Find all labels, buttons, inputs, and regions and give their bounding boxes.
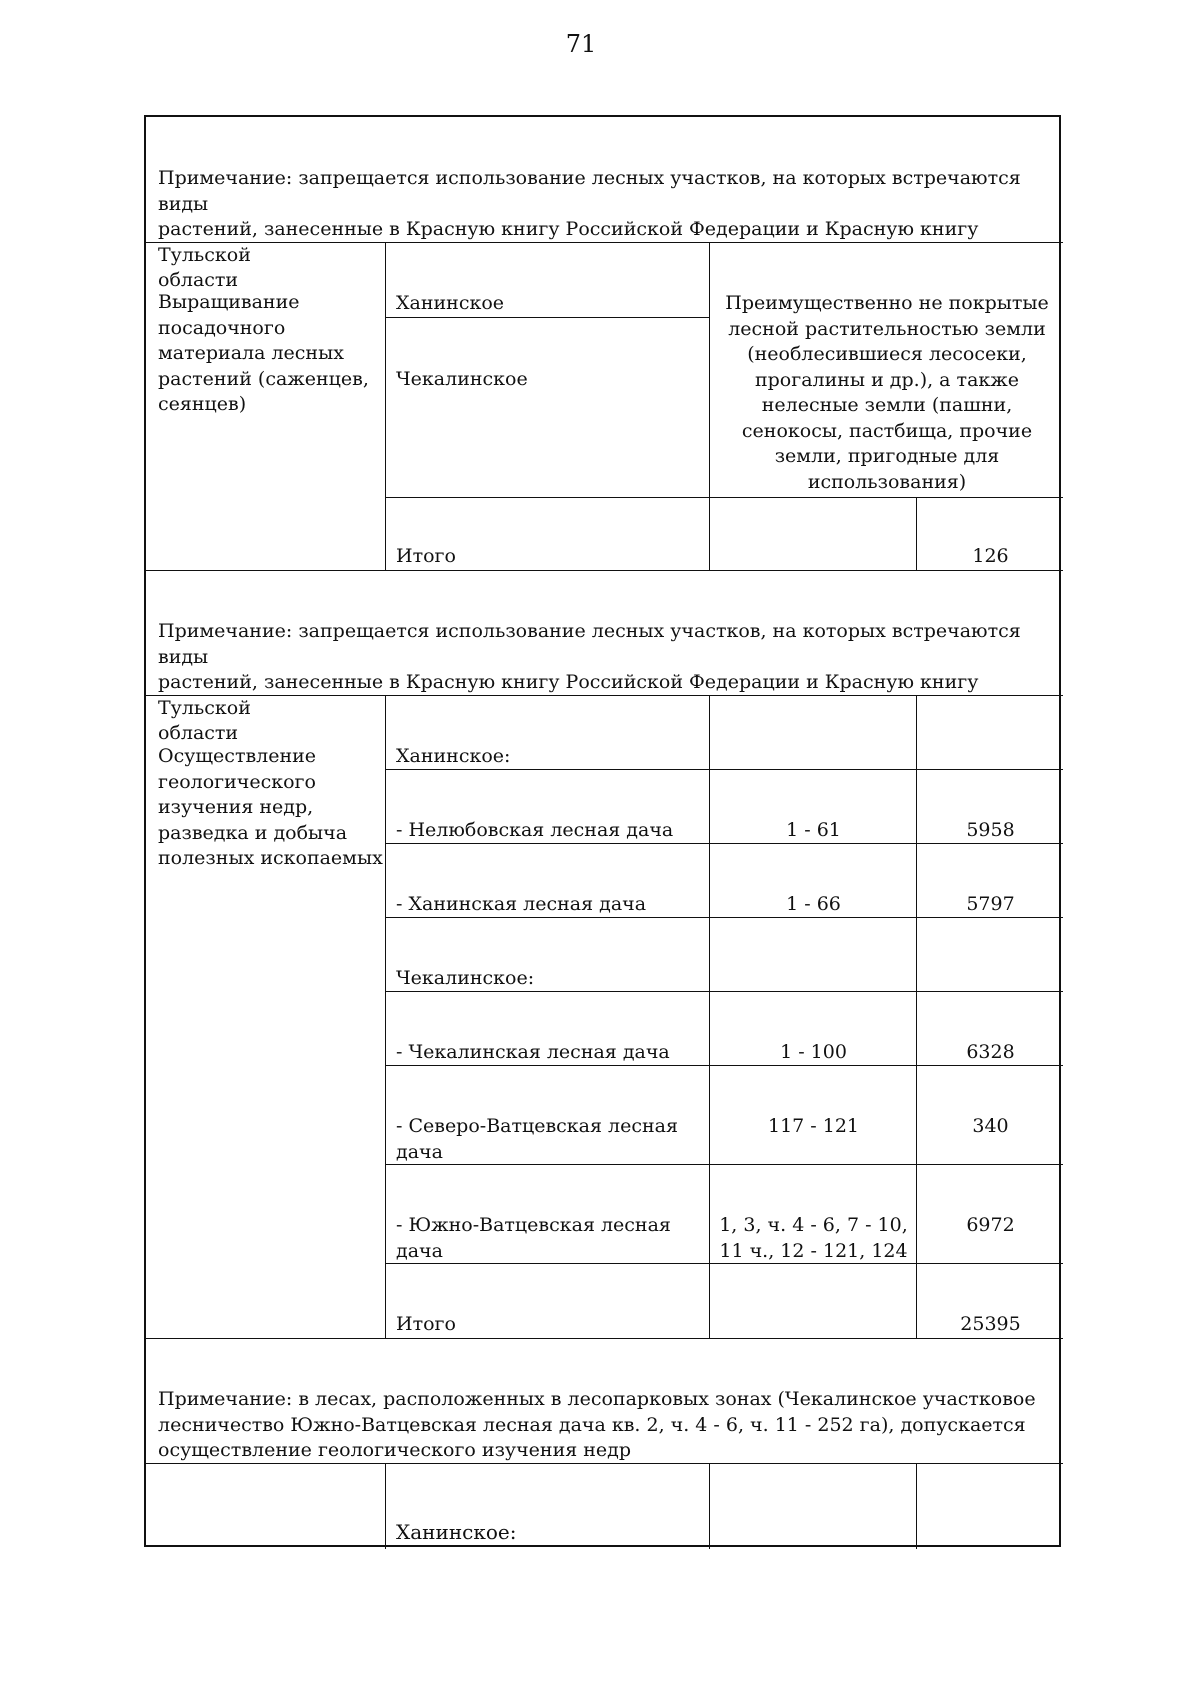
- activity-cell: Осуществление геологического изучения недр, разведка и добыча полезных ископаемых: [158, 745, 383, 869]
- forestry-name: Ханинское:: [396, 745, 511, 767]
- area-value: 5958: [966, 819, 1015, 841]
- forestry-name: Ханинское: [396, 292, 505, 314]
- column-divider: [709, 1463, 710, 1549]
- column-divider: [709, 695, 710, 1338]
- quarter-numbers: 1 - 66: [786, 893, 841, 915]
- row-divider: [385, 317, 709, 318]
- note-text: Примечание: запрещается использование лесных участков, на которых встречаются виды растений, занесенные в Красную книгу Российской Федерации и Красную книгу Тульской области: [158, 620, 1021, 744]
- row-divider: [146, 570, 1063, 571]
- forest-dacha-name: - Южно-Ватцевская лесная дача: [396, 1214, 671, 1262]
- page-number: 71: [565, 30, 597, 58]
- area-value: 5797: [966, 893, 1015, 915]
- lands-description: Преимущественно не покрытые лесной растительностью земли (необлесившиеся лесосеки, прогалины и др.), а также нелесные земли (пашни, сенокосы, пастбища, прочие земли, пригодные для использования): [725, 292, 1049, 493]
- quarter-numbers: 117 - 121: [767, 1115, 860, 1137]
- forestry-name: Чекалинское:: [396, 967, 535, 989]
- activity-cell: Выращивание посадочного материала лесных растений (саженцев, сеянцев): [158, 291, 369, 415]
- forest-dacha-name: - Нелюбовская лесная дача: [396, 819, 674, 841]
- column-divider: [385, 1463, 386, 1549]
- row-divider: [146, 1338, 1063, 1339]
- area-value: 340: [972, 1115, 1009, 1137]
- total-value: 25395: [960, 1313, 1021, 1335]
- forest-dacha-name: - Северо-Ватцевская лесная дача: [396, 1115, 678, 1163]
- area-value: 6328: [966, 1041, 1015, 1063]
- forest-use-table: [144, 115, 1061, 1547]
- total-value: 126: [972, 545, 1009, 567]
- total-label: Итого: [396, 1313, 456, 1335]
- quarter-numbers: 1 - 61: [786, 819, 841, 841]
- note-text: Примечание: в лесах, расположенных в лесопарковых зонах (Чекалинское участковое лесничество Южно-Ватцевская лесная дача кв. 2, ч. 4 - 6, ч. 11 - 252 га), допускается осуществление геологического изучения недр: [158, 1388, 1036, 1461]
- total-label: Итого: [396, 545, 456, 567]
- column-divider: [916, 497, 917, 570]
- forestry-name: Ханинское:: [396, 1520, 517, 1544]
- forest-dacha-name: - Ханинская лесная дача: [396, 893, 647, 915]
- forest-dacha-name: - Чекалинская лесная дача: [396, 1041, 670, 1063]
- row-divider: [385, 497, 1063, 498]
- column-divider: [916, 695, 917, 1338]
- note-text: Примечание: запрещается использование лесных участков, на которых встречаются виды растений, занесенные в Красную книгу Российской Федерации и Красную книгу Тульской области: [158, 167, 1021, 291]
- column-divider: [916, 1463, 917, 1549]
- area-value: 6972: [966, 1214, 1015, 1236]
- quarter-numbers: 1 - 100: [780, 1041, 847, 1063]
- column-divider: [385, 695, 386, 1338]
- forestry-name: Чекалинское: [396, 368, 528, 390]
- quarter-numbers: 1, 3, ч. 4 - 6, 7 - 10, 11 ч., 12 - 121, 124: [719, 1214, 908, 1262]
